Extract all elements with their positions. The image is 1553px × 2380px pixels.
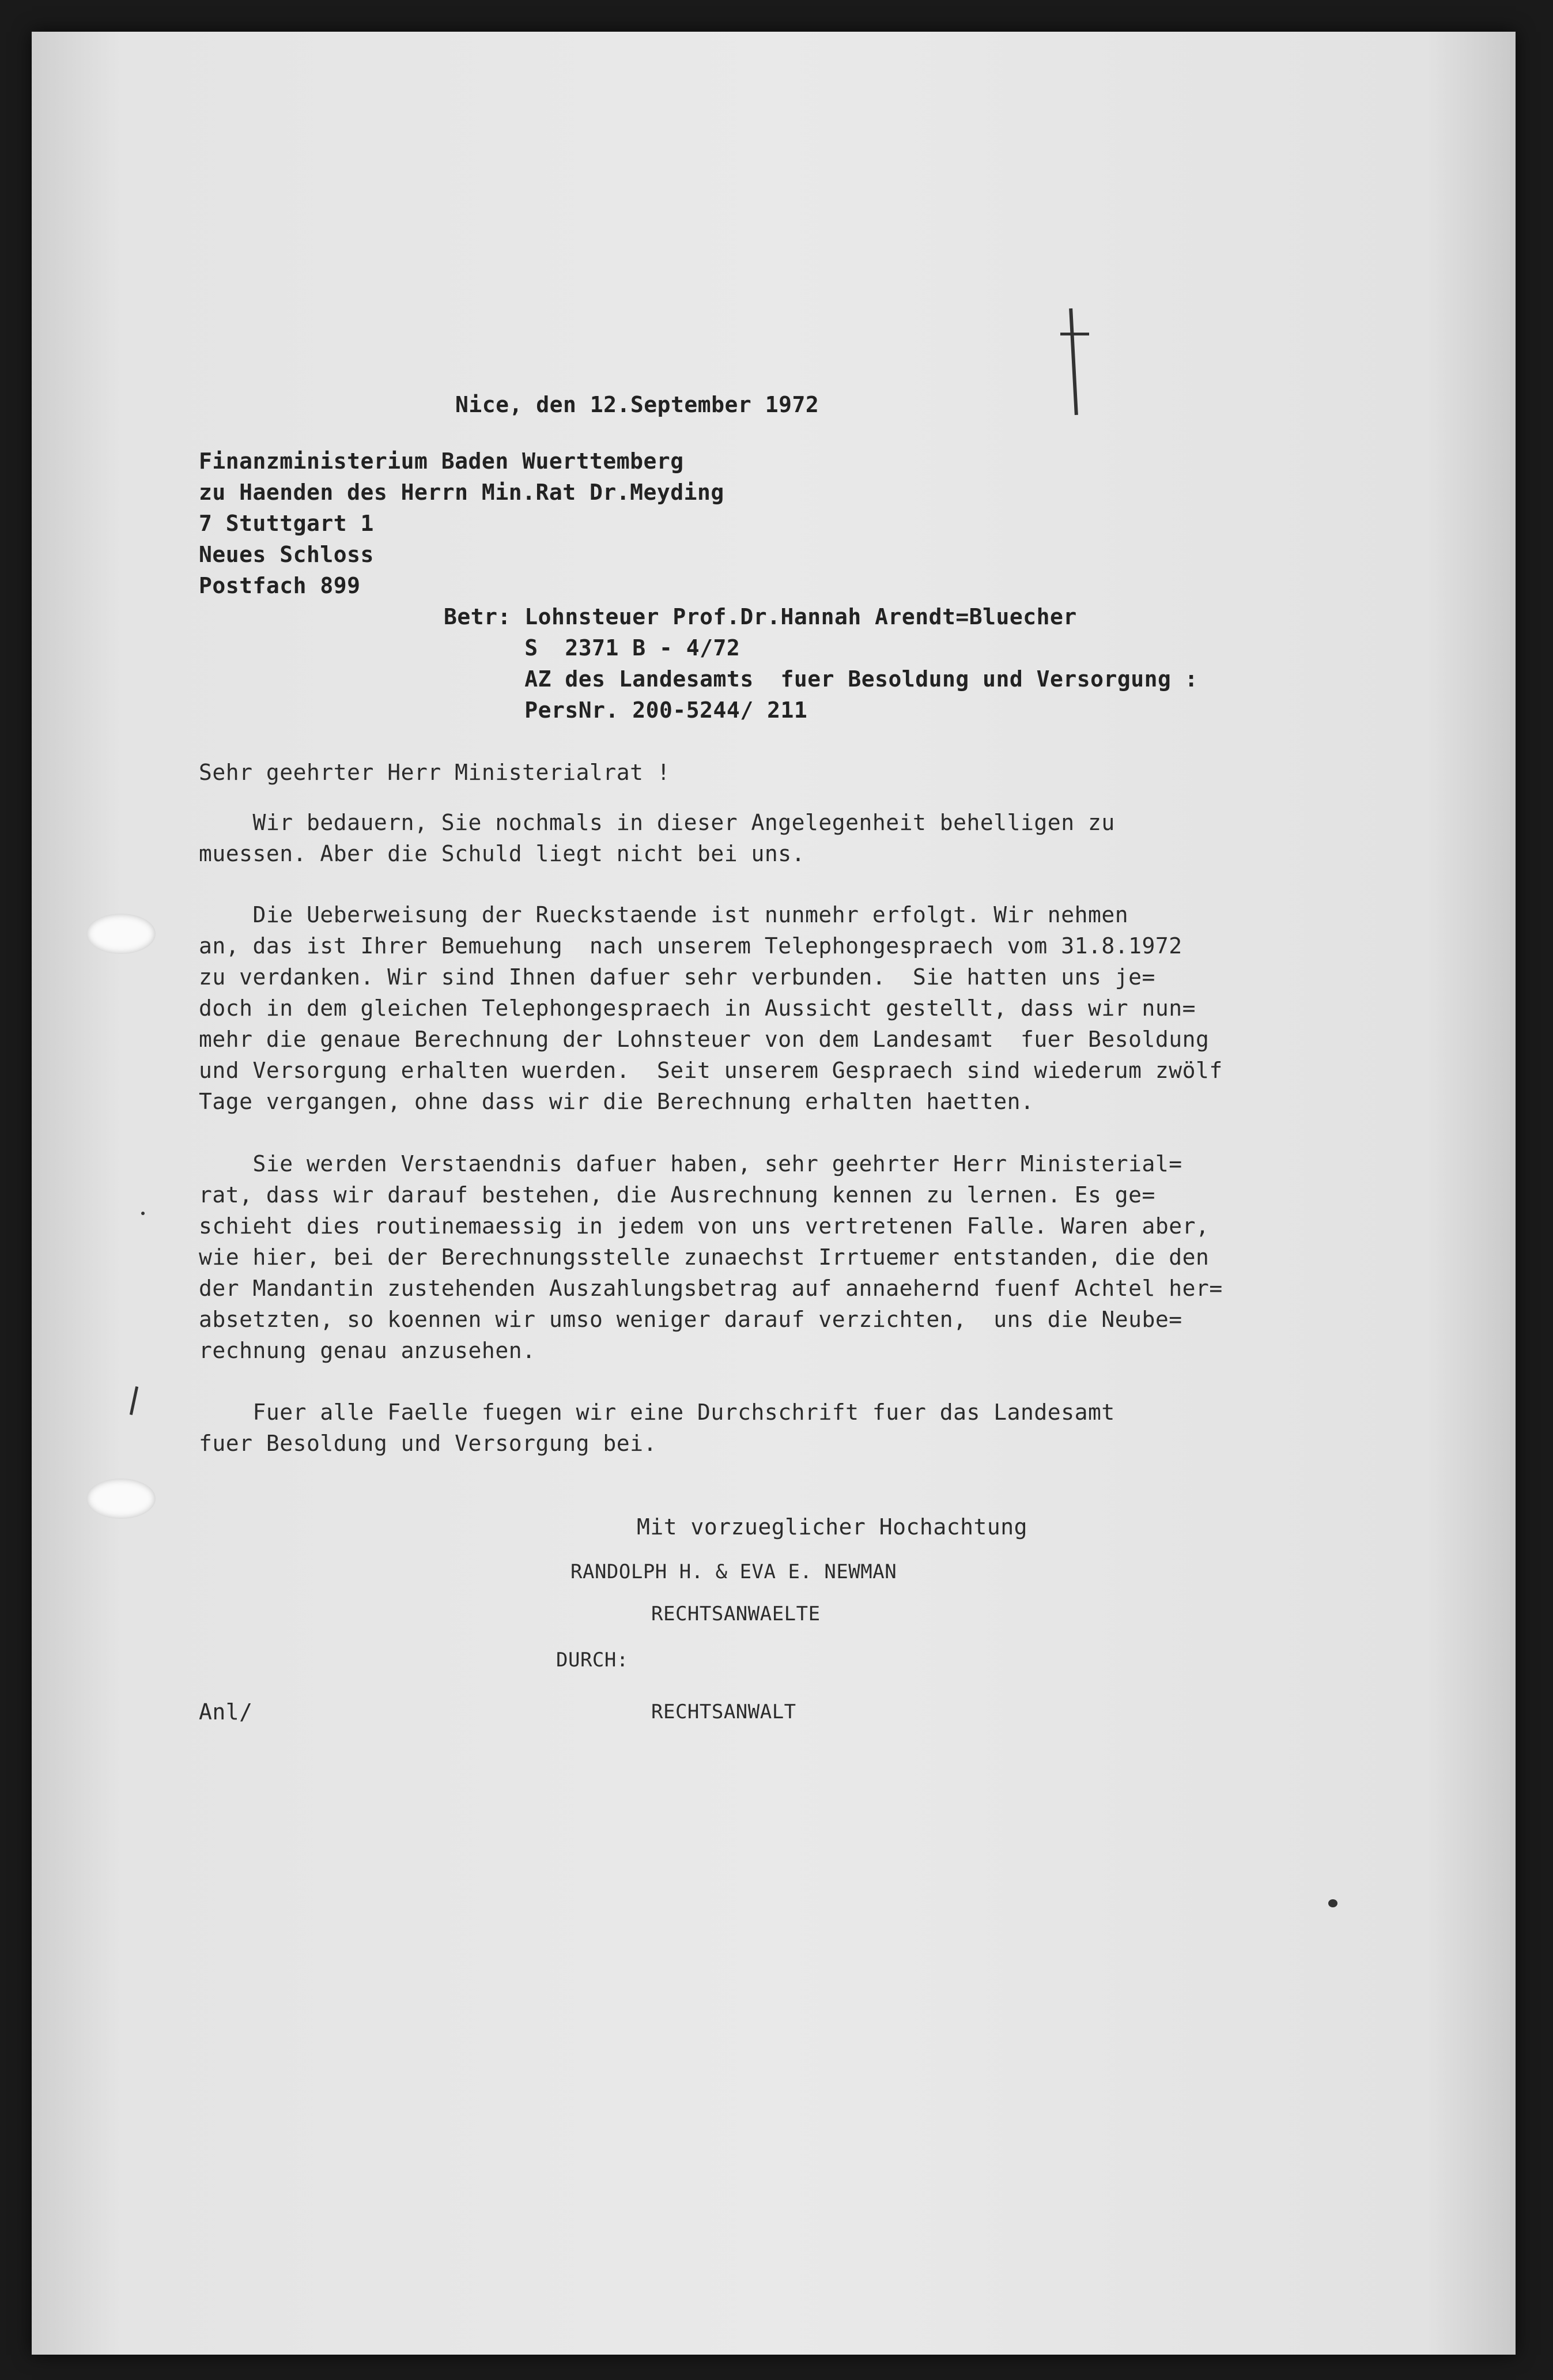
recipient-line: Postfach 899 xyxy=(199,573,361,598)
paragraph-line: und Versorgung erhalten wuerden. Seit unserem Gespraech sind wiederum zwölf xyxy=(199,1058,1223,1083)
punch-hole-top xyxy=(86,914,156,954)
recipient-line: Neues Schloss xyxy=(199,542,374,567)
paragraph-line: zu verdanken. Wir sind Ihnen dafuer sehr verbunden. Sie hatten uns je= xyxy=(199,964,1155,990)
ink-dot xyxy=(1328,1899,1337,1907)
recipient-line: zu Haenden des Herrn Min.Rat Dr.Meyding xyxy=(199,480,724,505)
by-label: DURCH: xyxy=(556,1649,629,1672)
paragraph-line: Tage vergangen, ohne dass wir die Berechnung erhalten haetten. xyxy=(199,1089,1034,1114)
paragraph-line: Sie werden Verstaendnis dafuer haben, sehr geehrter Herr Ministerial= xyxy=(199,1151,1182,1176)
firm-title: RECHTSANWAELTE xyxy=(651,1602,821,1625)
paragraph-line: fuer Besoldung und Versorgung bei. xyxy=(199,1431,657,1456)
paragraph-line: Fuer alle Faelle fuegen wir eine Durchschrift fuer das Landesamt xyxy=(199,1400,1115,1425)
subject-line: S 2371 B - 4/72 xyxy=(444,635,740,661)
paragraph-line: doch in dem gleichen Telephongespraech in Aussicht gestellt, dass wir nun= xyxy=(199,995,1196,1021)
firm-name: RANDOLPH H. & EVA E. NEWMAN xyxy=(570,1560,897,1583)
paragraph-line: wie hier, bei der Berechnungsstelle zunaechst Irrtuemer entstanden, die den xyxy=(199,1244,1210,1270)
subject-line: AZ des Landesamts fuer Besoldung und Versorgung : xyxy=(444,666,1199,692)
subject-line: PersNr. 200-5244/ 211 xyxy=(444,697,808,723)
salutation: Sehr geehrter Herr Ministerialrat ! xyxy=(199,760,671,785)
paragraph-line: muessen. Aber die Schuld liegt nicht bei uns. xyxy=(199,841,806,866)
paragraph-line: rat, dass wir darauf bestehen, die Ausrechnung kennen zu lernen. Es ge= xyxy=(199,1182,1155,1208)
punch-hole-bottom xyxy=(86,1478,156,1519)
recipient-line: 7 Stuttgart 1 xyxy=(199,511,374,536)
paragraph-line: an, das ist Ihrer Bemuehung nach unserem Telephongespraech vom 31.8.1972 xyxy=(199,933,1182,959)
signer-title: RECHTSANWALT xyxy=(651,1700,796,1723)
letter-page xyxy=(32,32,1516,2355)
subject-line: Betr: Lohnsteuer Prof.Dr.Hannah Arendt=Bluecher xyxy=(444,604,1077,629)
ink-dot-small xyxy=(141,1212,145,1215)
paragraph-line: der Mandantin zustehenden Auszahlungsbetrag auf annaehernd fuenf Achtel her= xyxy=(199,1276,1223,1301)
paragraph-line: rechnung genau anzusehen. xyxy=(199,1338,536,1363)
closing: Mit vorzueglicher Hochachtung xyxy=(637,1514,1027,1540)
paragraph-line: absetzten, so koennen wir umso weniger darauf verzichten, uns die Neube= xyxy=(199,1307,1182,1332)
paragraph-line: Die Ueberweisung der Rueckstaende ist nunmehr erfolgt. Wir nehmen xyxy=(199,902,1129,927)
paragraph-line: schieht dies routinemaessig in jedem von uns vertretenen Falle. Waren aber, xyxy=(199,1213,1210,1239)
recipient-line: Finanzministerium Baden Wuerttemberg xyxy=(199,448,684,474)
paragraph-line: Wir bedauern, Sie nochmals in dieser Angelegenheit behelligen zu xyxy=(199,810,1115,835)
margin-tick-mark xyxy=(130,1386,138,1415)
place-date: Nice, den 12.September 1972 xyxy=(455,392,819,417)
enclosure-note: Anl/ xyxy=(199,1699,253,1725)
paragraph-line: mehr die genaue Berechnung der Lohnsteuer von dem Landesamt fuer Besoldung xyxy=(199,1027,1210,1052)
